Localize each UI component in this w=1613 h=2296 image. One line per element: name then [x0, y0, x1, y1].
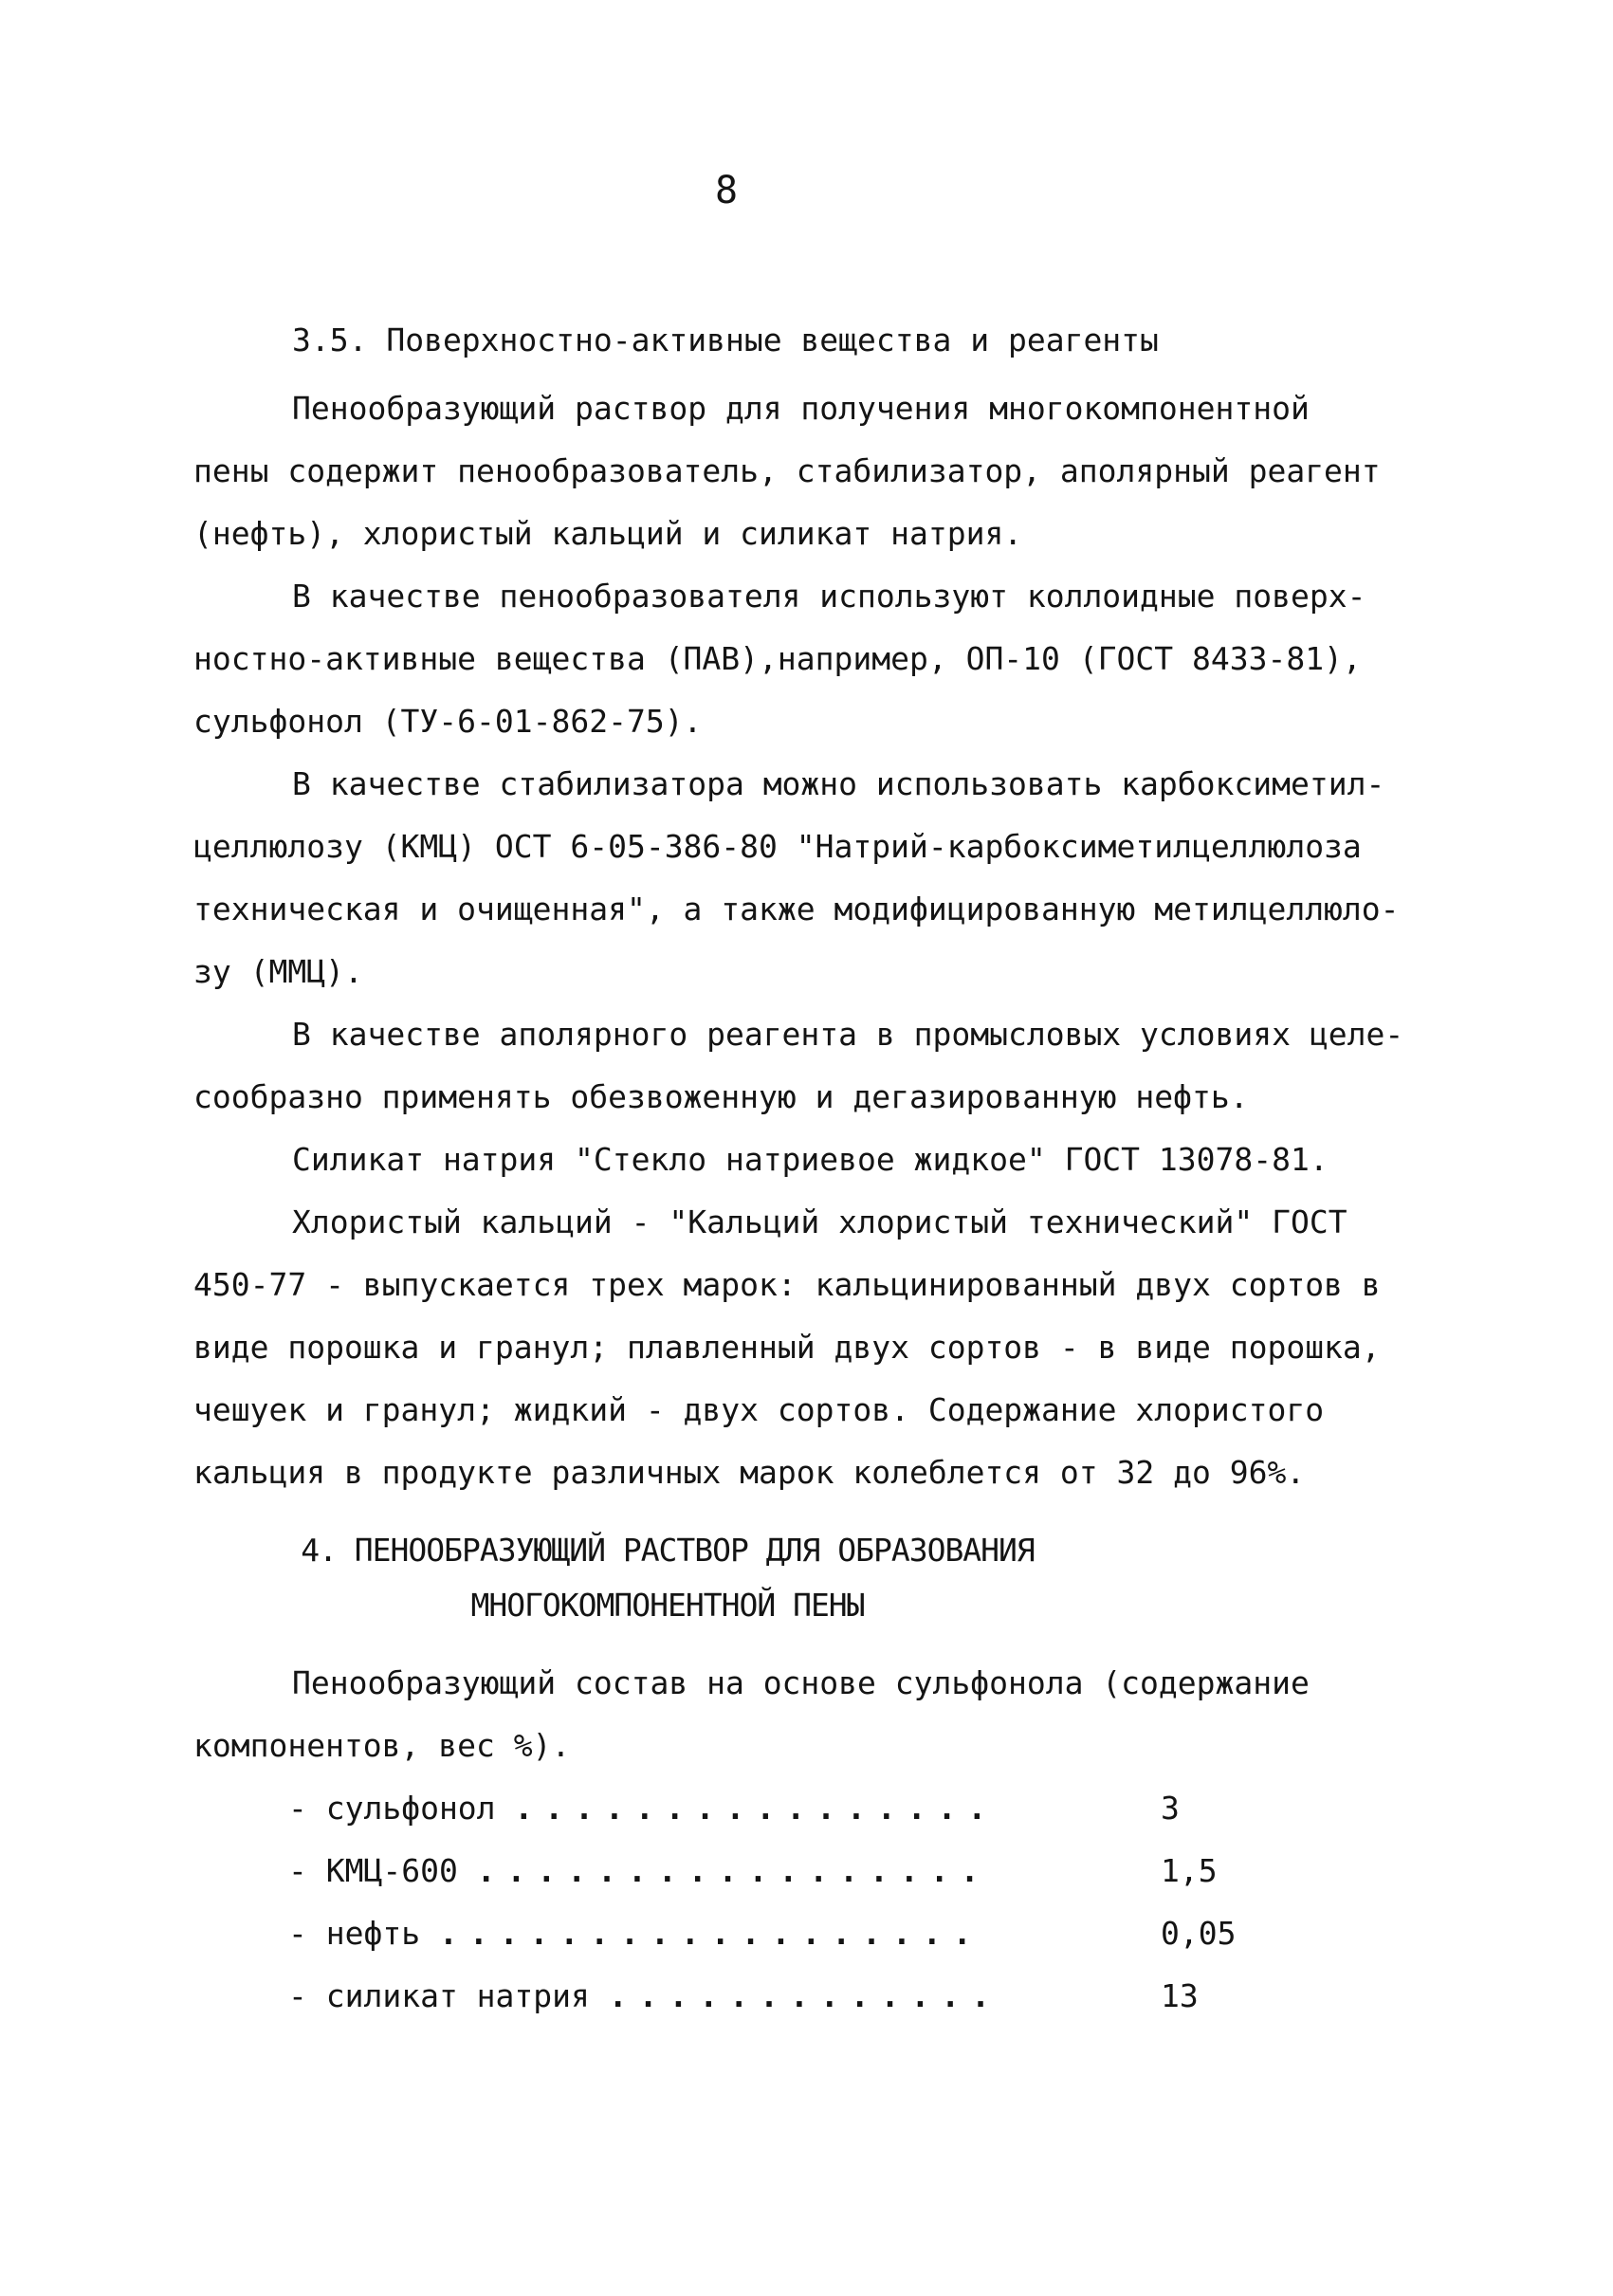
paragraph-line: техническая и очищенная", а также модифицированную метилцеллюло- — [193, 891, 1400, 928]
component-leader-dots: ................. — [476, 1852, 991, 1889]
paragraph-foaming-agent — [193, 565, 1426, 753]
paragraph-line: Пенообразующий раствор для получения многокомпонентной — [292, 390, 1310, 427]
component-name: - сульфонол — [288, 1790, 496, 1827]
paragraph-line: целлюлозу (КМЦ) ОСТ 6-05-386-80 "Натрий-карбоксиметилцеллюлоза — [193, 828, 1362, 865]
paragraph-line: кальция в продукте различных марок колеблется от 32 до 96%. — [193, 1454, 1306, 1491]
section-3-5-heading: 3.5. Поверхностно-активные вещества и реагенты — [292, 321, 1159, 358]
paragraph-line: Хлористый кальций - "Кальций хлористый технический" ГОСТ — [292, 1203, 1347, 1240]
paragraph-line: Силикат натрия "Стекло натриевое жидкое" ГОСТ 13078-81. — [292, 1141, 1329, 1178]
composition-intro — [193, 1652, 1426, 1777]
page-number: 8 — [714, 169, 739, 212]
component-name: - нефть — [288, 1915, 421, 1952]
component-value: 1,5 — [1161, 1852, 1218, 1889]
paragraph-line: зу (ММЦ). — [193, 953, 363, 990]
component-row — [288, 1902, 1426, 1965]
component-value: 0,05 — [1161, 1915, 1237, 1952]
paragraph-line: В качестве пенообразователя используют коллоидные поверх- — [292, 578, 1366, 615]
paragraph-line: пены содержит пенообразователь, стабилизатор, аполярный реагент — [193, 452, 1381, 489]
paragraph-line: В качестве стабилизатора можно использовать карбоксиметил- — [292, 765, 1385, 802]
section-4-heading — [193, 1519, 1426, 1629]
component-value: 3 — [1161, 1790, 1180, 1827]
component-name: - КМЦ-600 — [288, 1852, 458, 1889]
section-4-heading-line-2: МНОГОКОМПОНЕНТНОЙ ПЕНЫ — [470, 1587, 865, 1624]
paragraph-line: 450-77 - выпускается трех марок: кальцинированный двух сортов в — [193, 1266, 1381, 1303]
paragraph-line: ностно-активные вещества (ПАВ),например, ОП-10 (ГОСТ 8433-81), — [193, 640, 1362, 677]
paragraph-calcium-chloride — [193, 1191, 1426, 1504]
component-leader-dots: .................. — [438, 1915, 983, 1952]
composition-intro-line-1: Пенообразующий состав на основе сульфонола (содержание — [292, 1664, 1310, 1701]
paragraph-foam-solution — [193, 377, 1426, 565]
component-row — [288, 1840, 1426, 1902]
component-list — [193, 1777, 1426, 2028]
component-row — [288, 1777, 1426, 1840]
section-4-heading-line-1: 4. ПЕНООБРАЗУЮЩИЙ РАСТВОР ДЛЯ ОБРАЗОВАНИЯ — [301, 1532, 1035, 1569]
paragraph-line: (нефть), хлористый кальций и силикат натрия. — [193, 515, 1023, 552]
component-row — [288, 1965, 1426, 2028]
paragraph-line: сульфонол (ТУ-6-01-862-75). — [193, 703, 703, 740]
paragraph-stabilizer — [193, 753, 1426, 1003]
composition-intro-line-2: компонентов, вес %). — [193, 1727, 571, 1764]
paragraph-sodium-silicate — [193, 1129, 1426, 1191]
paragraph-apolar-reagent — [193, 1003, 1426, 1129]
paragraph-line: сообразно применять обезвоженную и дегазированную нефть. — [193, 1078, 1249, 1115]
component-leader-dots: ................ — [514, 1790, 999, 1827]
paragraph-line: В качестве аполярного реагента в промысловых условиях целе- — [292, 1016, 1404, 1053]
component-value: 13 — [1161, 1977, 1199, 2014]
component-name: - силикат натрия — [288, 1977, 590, 2014]
document-body — [193, 309, 1426, 2028]
paragraph-line: виде порошка и гранул; плавленный двух сортов - в виде порошка, — [193, 1329, 1381, 1366]
paragraph-line: чешуек и гранул; жидкий - двух сортов. Содержание хлористого — [193, 1391, 1325, 1428]
component-leader-dots: ............. — [608, 1977, 1002, 2014]
